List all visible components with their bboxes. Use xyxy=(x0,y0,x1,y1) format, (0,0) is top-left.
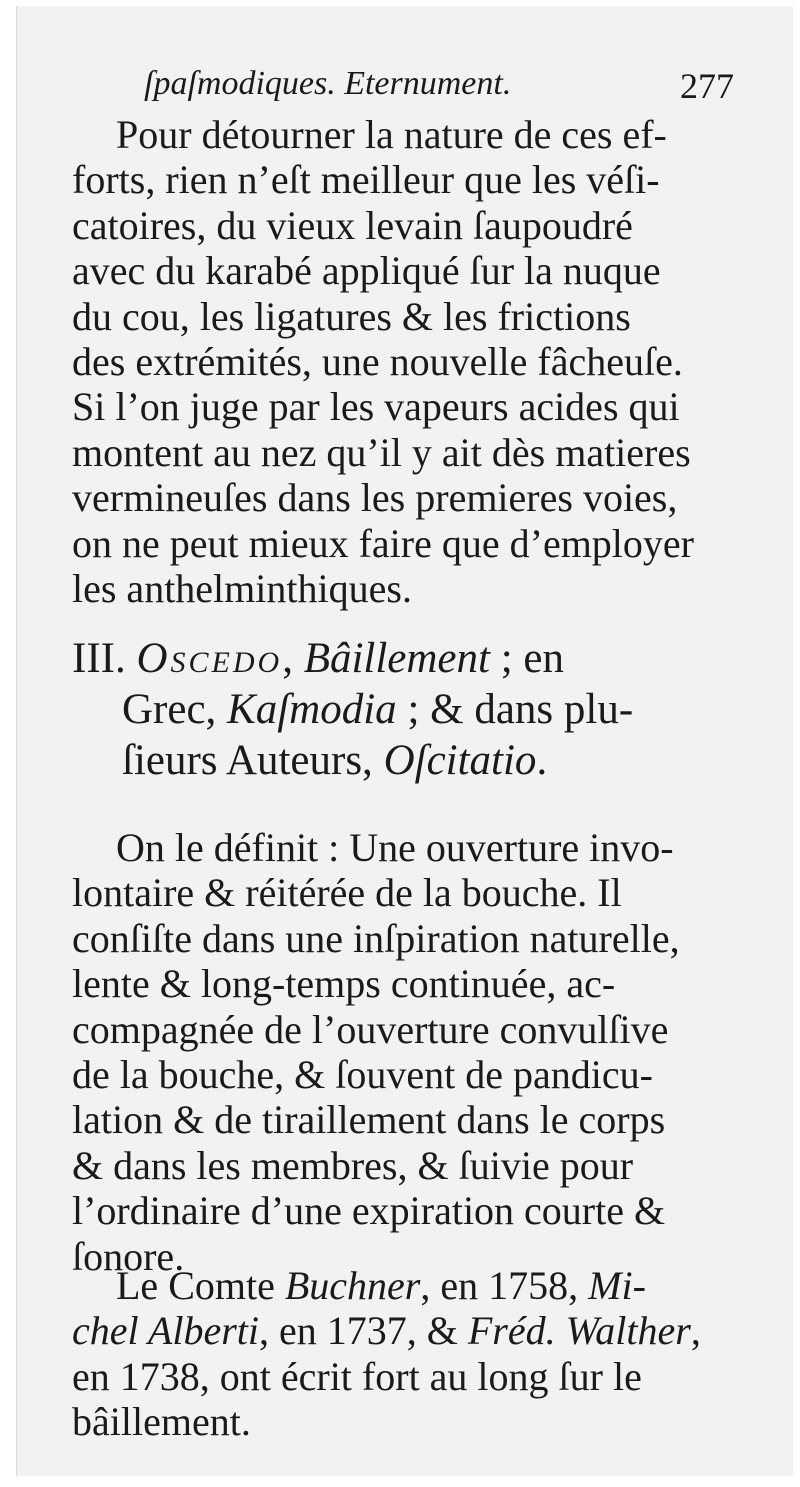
text-span: , en 1758, xyxy=(420,1263,589,1308)
text-line: ſonore. xyxy=(72,1233,185,1279)
punctuation: , xyxy=(282,635,304,682)
text-line: & dans les membres, & ſuivie pour xyxy=(72,1142,634,1188)
text-line: bâillement. xyxy=(72,1399,251,1445)
text-line: lente & long-temps continuée, ac- xyxy=(72,961,616,1007)
heading-line xyxy=(72,684,740,735)
text-line: en 1738, ont écrit fort au long ſur le xyxy=(72,1353,642,1399)
text-span: Le Comte xyxy=(116,1263,285,1308)
text-line: catoires, du vieux levain ſaupoudré xyxy=(72,202,633,248)
punctuation: . xyxy=(536,737,548,784)
text-line: on ne peut mieux faire que d’employer xyxy=(72,520,694,566)
text-line: l’ordinaire d’une expiration courte & xyxy=(72,1188,666,1234)
french-name: Bâillement xyxy=(303,635,490,682)
latin-name: Oſcitatio xyxy=(383,737,537,784)
paragraph-authors xyxy=(72,1263,740,1445)
text-line: Si l’on juge par les vapeurs acides qui xyxy=(72,384,680,430)
section-numeral: III. xyxy=(72,635,126,682)
section-heading xyxy=(72,633,740,786)
heading-text: ; & dans plu- xyxy=(407,686,634,733)
author-name: Fréd. Walther xyxy=(467,1308,691,1354)
text-line xyxy=(72,1263,740,1308)
text-span: , en 1737, & xyxy=(259,1308,468,1354)
text-line: Pour détourner la nature de ces ef- xyxy=(116,112,667,157)
author-name: Mi- xyxy=(588,1263,646,1308)
text-line: les anthelminthiques. xyxy=(72,566,412,612)
text-line: des extrémités, une nouvelle fâcheuſe. xyxy=(72,339,683,385)
text-line: vermineuſes dans les premieres voies, xyxy=(72,475,678,521)
author-name: Buchner xyxy=(284,1263,421,1308)
paragraph-definition xyxy=(72,825,740,1279)
text-line: conſiſte dans une inſpiration naturelle, xyxy=(72,915,680,961)
heading-line xyxy=(72,735,740,786)
text-line: forts, rien n’eſt meilleur que les véſi- xyxy=(72,157,660,203)
page-number: 277 xyxy=(680,66,734,106)
text-line: lation & de tiraillement dans le corps xyxy=(72,1097,666,1143)
section-term: Oscedo xyxy=(136,635,283,682)
text-line: du cou, les ligatures & les frictions xyxy=(72,293,631,339)
greek-name: Kaſmodia xyxy=(227,686,397,733)
running-title: ſpaſmodiques. Eternument. xyxy=(144,65,512,102)
heading-line xyxy=(72,633,740,684)
heading-text: ſieurs Auteurs, xyxy=(122,737,384,784)
text-line: compagnée de l’ouverture convulſive xyxy=(72,1006,669,1052)
text-line: de la bouche, & ſouvent de pandicu- xyxy=(72,1052,653,1098)
text-line xyxy=(72,1308,740,1353)
author-name: chel Alberti xyxy=(72,1308,259,1354)
heading-text: ; en xyxy=(500,635,565,682)
text-line: On le définit : Une ouverture invo- xyxy=(116,825,674,870)
paragraph-vesicatoires xyxy=(72,112,740,611)
punctuation: , xyxy=(690,1308,701,1354)
running-header xyxy=(144,65,744,113)
text-line: lontaire & réitérée de la bouche. Il xyxy=(72,870,622,916)
text-line: montent au nez qu’il y ait dès matieres xyxy=(72,429,691,475)
heading-text: Grec, xyxy=(122,686,228,733)
text-line: avec du karabé appliqué ſur la nuque xyxy=(72,248,661,294)
